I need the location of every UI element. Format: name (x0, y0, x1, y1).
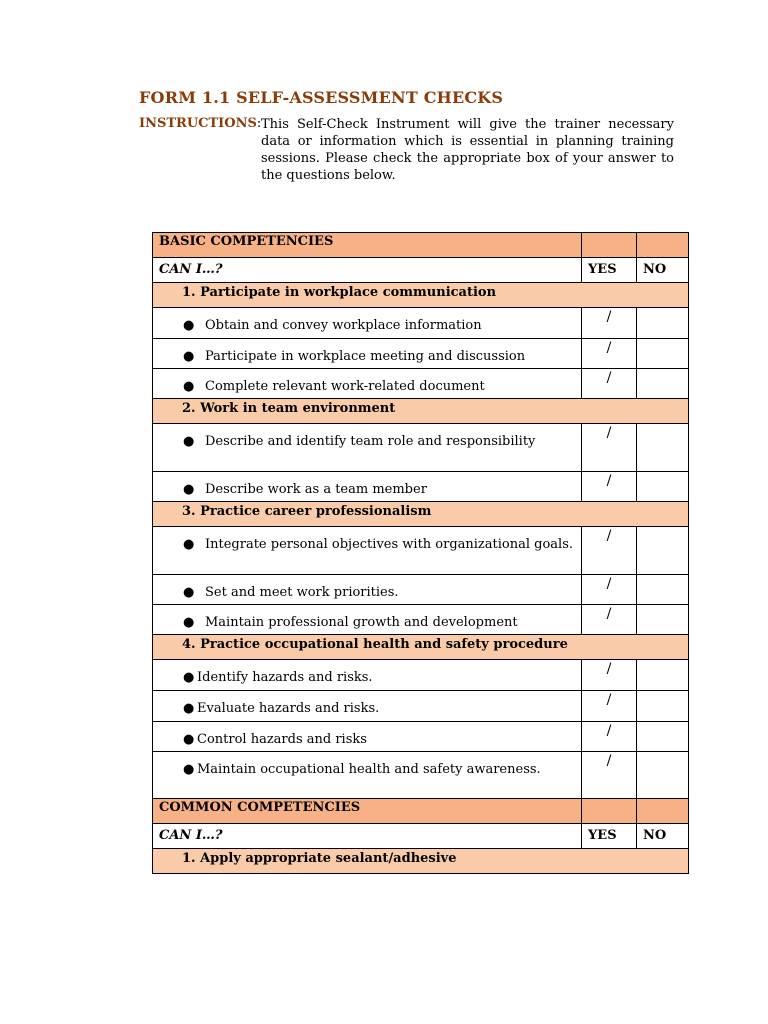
check-mark-icon: / (606, 606, 612, 622)
header-no-cell (637, 233, 689, 258)
header-yes-cell (582, 233, 637, 258)
table-row (153, 575, 689, 605)
no-checkbox-cell[interactable] (637, 660, 689, 691)
table-row (153, 339, 689, 369)
item-text: Identify hazards and risks. (197, 670, 373, 685)
table-row (153, 691, 689, 722)
list-item (153, 424, 581, 453)
basic-competencies-header: BASIC COMPETENCIES (159, 234, 334, 249)
table-row (153, 369, 689, 399)
no-checkbox-cell[interactable] (637, 472, 689, 502)
yes-checkbox-cell[interactable] (582, 527, 637, 575)
instructions-label-text: INSTRUCTIONS (139, 116, 257, 131)
no-checkbox-cell[interactable] (637, 369, 689, 399)
yes-checkbox-cell[interactable] (582, 369, 637, 399)
item-cell (153, 752, 582, 799)
list-item (153, 722, 581, 751)
no-checkbox-cell[interactable] (637, 691, 689, 722)
basic-competencies-header-row (153, 233, 689, 258)
self-assessment-table (152, 232, 689, 874)
check-mark-icon: / (606, 528, 612, 544)
item-cell (153, 527, 582, 575)
item-cell (153, 339, 582, 369)
category-row (153, 283, 689, 308)
yes-checkbox-cell[interactable] (582, 424, 637, 472)
category-cell (153, 849, 689, 874)
yes-checkbox-cell[interactable] (582, 339, 637, 369)
check-mark-icon: / (606, 425, 612, 441)
check-mark-icon: / (606, 340, 612, 356)
list-item (153, 339, 581, 368)
table-row (153, 527, 689, 575)
bullet-icon: ● (183, 434, 195, 449)
check-mark-icon: / (606, 309, 612, 325)
yes-checkbox-cell[interactable] (582, 660, 637, 691)
bullet-icon: ● (183, 615, 195, 630)
yes-checkbox-cell[interactable] (582, 605, 637, 635)
yes-header-cell (582, 824, 637, 849)
bullet-icon: ● (183, 585, 195, 600)
category-row (153, 849, 689, 874)
can-i-row (153, 258, 689, 283)
item-text: Obtain and convey workplace information (205, 318, 482, 333)
check-mark-icon: / (606, 661, 612, 677)
item-text: Participate in workplace meeting and discussion (205, 349, 526, 364)
can-i-label: CAN I…? (159, 828, 223, 843)
instructions-colon: : (256, 116, 262, 131)
can-i-cell (153, 824, 582, 849)
item-text: Set and meet work priorities. (205, 585, 399, 600)
check-mark-icon: / (606, 753, 612, 769)
bullet-icon: ● (183, 670, 195, 685)
check-mark-icon: / (606, 692, 612, 708)
yes-header-cell (582, 258, 637, 283)
instructions-text: This Self-Check Instrument will give the trainer necessary data or information which is essential in planning training sessions. Please check the appropriate box of your answer to the questions below. (261, 117, 674, 183)
yes-checkbox-cell[interactable] (582, 691, 637, 722)
table-row (153, 752, 689, 799)
list-item (153, 660, 581, 689)
no-label: NO (643, 828, 667, 843)
bullet-icon: ● (183, 762, 195, 777)
yes-label: YES (588, 828, 617, 843)
yes-checkbox-cell[interactable] (582, 752, 637, 799)
list-item (153, 691, 581, 720)
category-cell (153, 399, 689, 424)
category-row (153, 635, 689, 660)
list-item (153, 472, 581, 501)
basic-competencies-header-cell (153, 233, 582, 258)
no-header-cell (637, 824, 689, 849)
common-competencies-header: COMMON COMPETENCIES (159, 800, 361, 815)
check-mark-icon: / (606, 473, 612, 489)
list-item (153, 527, 581, 556)
can-i-cell (153, 258, 582, 283)
instructions-label (139, 116, 261, 131)
item-cell (153, 722, 582, 752)
list-item (153, 605, 581, 634)
item-text: Maintain professional growth and development (205, 615, 518, 630)
bullet-icon: ● (183, 318, 195, 333)
item-cell (153, 424, 582, 472)
list-item (153, 575, 581, 604)
item-cell (153, 575, 582, 605)
item-cell (153, 605, 582, 635)
bullet-icon: ● (183, 482, 195, 497)
table-row (153, 660, 689, 691)
item-text: Control hazards and risks (197, 732, 367, 747)
item-cell (153, 660, 582, 691)
category-label: 2. Work in team environment (182, 401, 396, 416)
category-row (153, 502, 689, 527)
category-label: 1. Apply appropriate sealant/adhesive (182, 851, 457, 866)
no-checkbox-cell[interactable] (637, 722, 689, 752)
no-header-cell (637, 258, 689, 283)
item-cell (153, 472, 582, 502)
list-item (153, 308, 581, 337)
yes-checkbox-cell[interactable] (582, 472, 637, 502)
category-row (153, 399, 689, 424)
category-label: 4. Practice occupational health and safety procedure (182, 637, 568, 652)
yes-checkbox-cell[interactable] (582, 308, 637, 339)
check-mark-icon: / (606, 723, 612, 739)
table-row (153, 424, 689, 472)
table-row (153, 472, 689, 502)
no-checkbox-cell[interactable] (637, 752, 689, 799)
check-mark-icon: / (606, 576, 612, 592)
check-mark-icon: / (606, 370, 612, 386)
item-text: Integrate personal objectives with organizational goals. (205, 537, 574, 552)
bullet-icon: ● (183, 701, 195, 716)
yes-checkbox-cell[interactable] (582, 575, 637, 605)
category-label: 1. Participate in workplace communication (182, 285, 497, 300)
category-cell (153, 635, 689, 660)
item-text: Describe work as a team member (205, 482, 427, 497)
bullet-icon: ● (183, 349, 195, 364)
category-label: 3. Practice career professionalism (182, 504, 432, 519)
no-checkbox-cell[interactable] (637, 527, 689, 575)
item-cell (153, 308, 582, 339)
category-cell (153, 502, 689, 527)
bullet-icon: ● (183, 732, 195, 747)
form-title: FORM 1.1 SELF-ASSESSMENT CHECKS (139, 88, 504, 107)
no-checkbox-cell[interactable] (637, 605, 689, 635)
table-row (153, 722, 689, 752)
header-yes-cell (582, 799, 637, 824)
can-i-label: CAN I…? (159, 262, 223, 277)
item-text: Maintain occupational health and safety awareness. (197, 762, 541, 777)
table-row (153, 308, 689, 339)
can-i-row (153, 824, 689, 849)
header-no-cell (637, 799, 689, 824)
item-text: Describe and identify team role and responsibility (205, 434, 536, 449)
no-checkbox-cell[interactable] (637, 308, 689, 339)
list-item (153, 369, 581, 398)
item-text: Evaluate hazards and risks. (197, 701, 380, 716)
no-checkbox-cell[interactable] (637, 424, 689, 472)
no-checkbox-cell[interactable] (637, 339, 689, 369)
no-label: NO (643, 262, 667, 277)
item-cell (153, 691, 582, 722)
common-competencies-header-row (153, 799, 689, 824)
bullet-icon: ● (183, 537, 195, 552)
yes-checkbox-cell[interactable] (582, 722, 637, 752)
common-competencies-header-cell (153, 799, 582, 824)
bullet-icon: ● (183, 379, 195, 394)
category-cell (153, 283, 689, 308)
list-item (153, 752, 581, 781)
table-row (153, 605, 689, 635)
yes-label: YES (588, 262, 617, 277)
no-checkbox-cell[interactable] (637, 575, 689, 605)
item-cell (153, 369, 582, 399)
item-text: Complete relevant work-related document (205, 379, 485, 394)
